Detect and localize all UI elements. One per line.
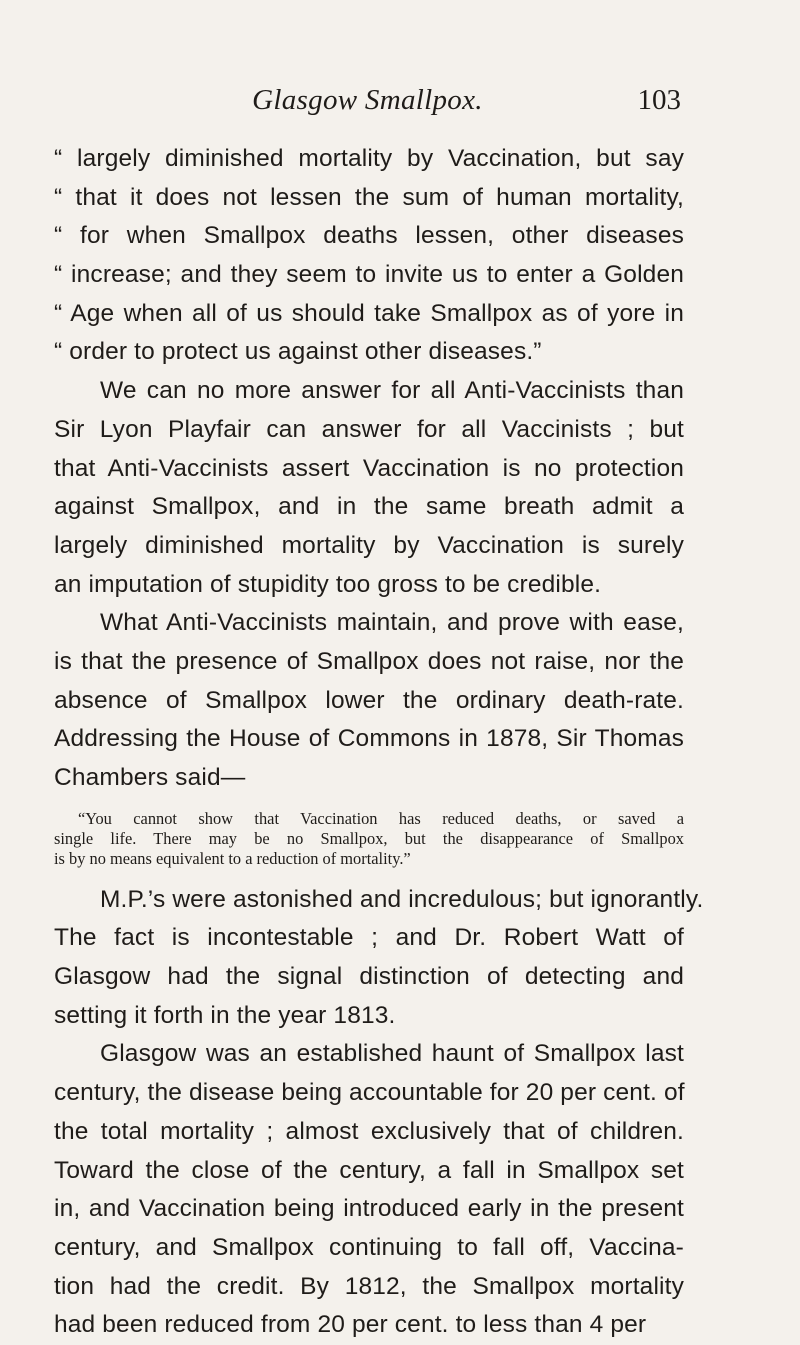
text-line: tion had the credit. By 1812, the Smallpox mortality bbox=[54, 1272, 684, 1300]
page-number: 103 bbox=[637, 84, 681, 116]
paragraph bbox=[54, 881, 704, 1036]
text-line: had been reduced from 20 per cent. to less than 4 per bbox=[54, 1311, 647, 1339]
text-line: Chambers said— bbox=[54, 764, 246, 791]
text-line: M.P.’s were astonished and incredulous; but ignorantly. bbox=[100, 885, 704, 913]
text-line: Toward the close of the century, a fall in Smallpox set bbox=[54, 1156, 684, 1184]
paragraph bbox=[54, 372, 684, 604]
running-head bbox=[54, 82, 681, 122]
text-line: “ for when Smallpox deaths lessen, other diseases bbox=[54, 222, 684, 250]
text-line: We can no more answer for all Anti-Vaccinists than bbox=[100, 377, 684, 405]
text-line: “ order to protect us against other diseases.” bbox=[54, 338, 542, 366]
text-line: in, and Vaccination being introduced early in the present bbox=[54, 1195, 684, 1223]
text-line: The fact is incontestable ; and Dr. Robert Watt of bbox=[54, 924, 684, 952]
paragraph bbox=[54, 1035, 684, 1345]
text-line: Addressing the House of Commons in 1878, Sir Thomas bbox=[54, 725, 684, 753]
quote-line: “You cannot show that Vaccination has reduced deaths, or saved a bbox=[78, 808, 684, 828]
text-line: Glasgow was an established haunt of Smallpox last bbox=[100, 1040, 684, 1068]
text-line: “ that it does not lessen the sum of human mortality, bbox=[54, 183, 684, 211]
text-line: “ Age when all of us should take Smallpox as of yore in bbox=[54, 299, 684, 327]
text-line: an imputation of stupidity too gross to be credible. bbox=[54, 570, 602, 598]
text-line: Sir Lyon Playfair can answer for all Vaccinists ; but bbox=[54, 415, 684, 443]
quote-line: is by no means equivalent to a reduction of mortality.” bbox=[54, 848, 411, 868]
running-title: Glasgow Smallpox. bbox=[252, 84, 483, 116]
text-line: century, the disease being accountable for 20 per cent. of bbox=[54, 1079, 685, 1107]
text-line: Glasgow had the signal distinction of detecting and bbox=[54, 963, 684, 991]
text-line: that Anti-Vaccinists assert Vaccination is no protection bbox=[54, 454, 684, 482]
block-quote bbox=[54, 809, 684, 869]
text-line: absence of Smallpox lower the ordinary death-rate. bbox=[54, 686, 684, 714]
text-line: “ largely diminished mortality by Vaccination, but say bbox=[54, 145, 684, 172]
main-text bbox=[54, 140, 704, 1345]
text-line: “ increase; and they seem to invite us to enter a Golden bbox=[54, 261, 684, 289]
quote-line: single life. There may be no Smallpox, but the disappearance of Smallpox bbox=[54, 828, 684, 848]
text-line: largely diminished mortality by Vaccination is surely bbox=[54, 531, 684, 559]
text-line: the total mortality ; almost exclusively that of children. bbox=[54, 1117, 684, 1145]
text-line: century, and Smallpox continuing to fall off, Vaccina- bbox=[54, 1233, 684, 1261]
text-line: setting it forth in the year 1813. bbox=[54, 1001, 396, 1029]
paragraph bbox=[54, 604, 684, 797]
text-line: against Smallpox, and in the same breath admit a bbox=[54, 493, 684, 521]
text-line: What Anti-Vaccinists maintain, and prove with ease, bbox=[100, 609, 684, 637]
text-line: is that the presence of Smallpox does not raise, nor the bbox=[54, 647, 684, 675]
quoted-opening-paragraph bbox=[54, 140, 684, 372]
